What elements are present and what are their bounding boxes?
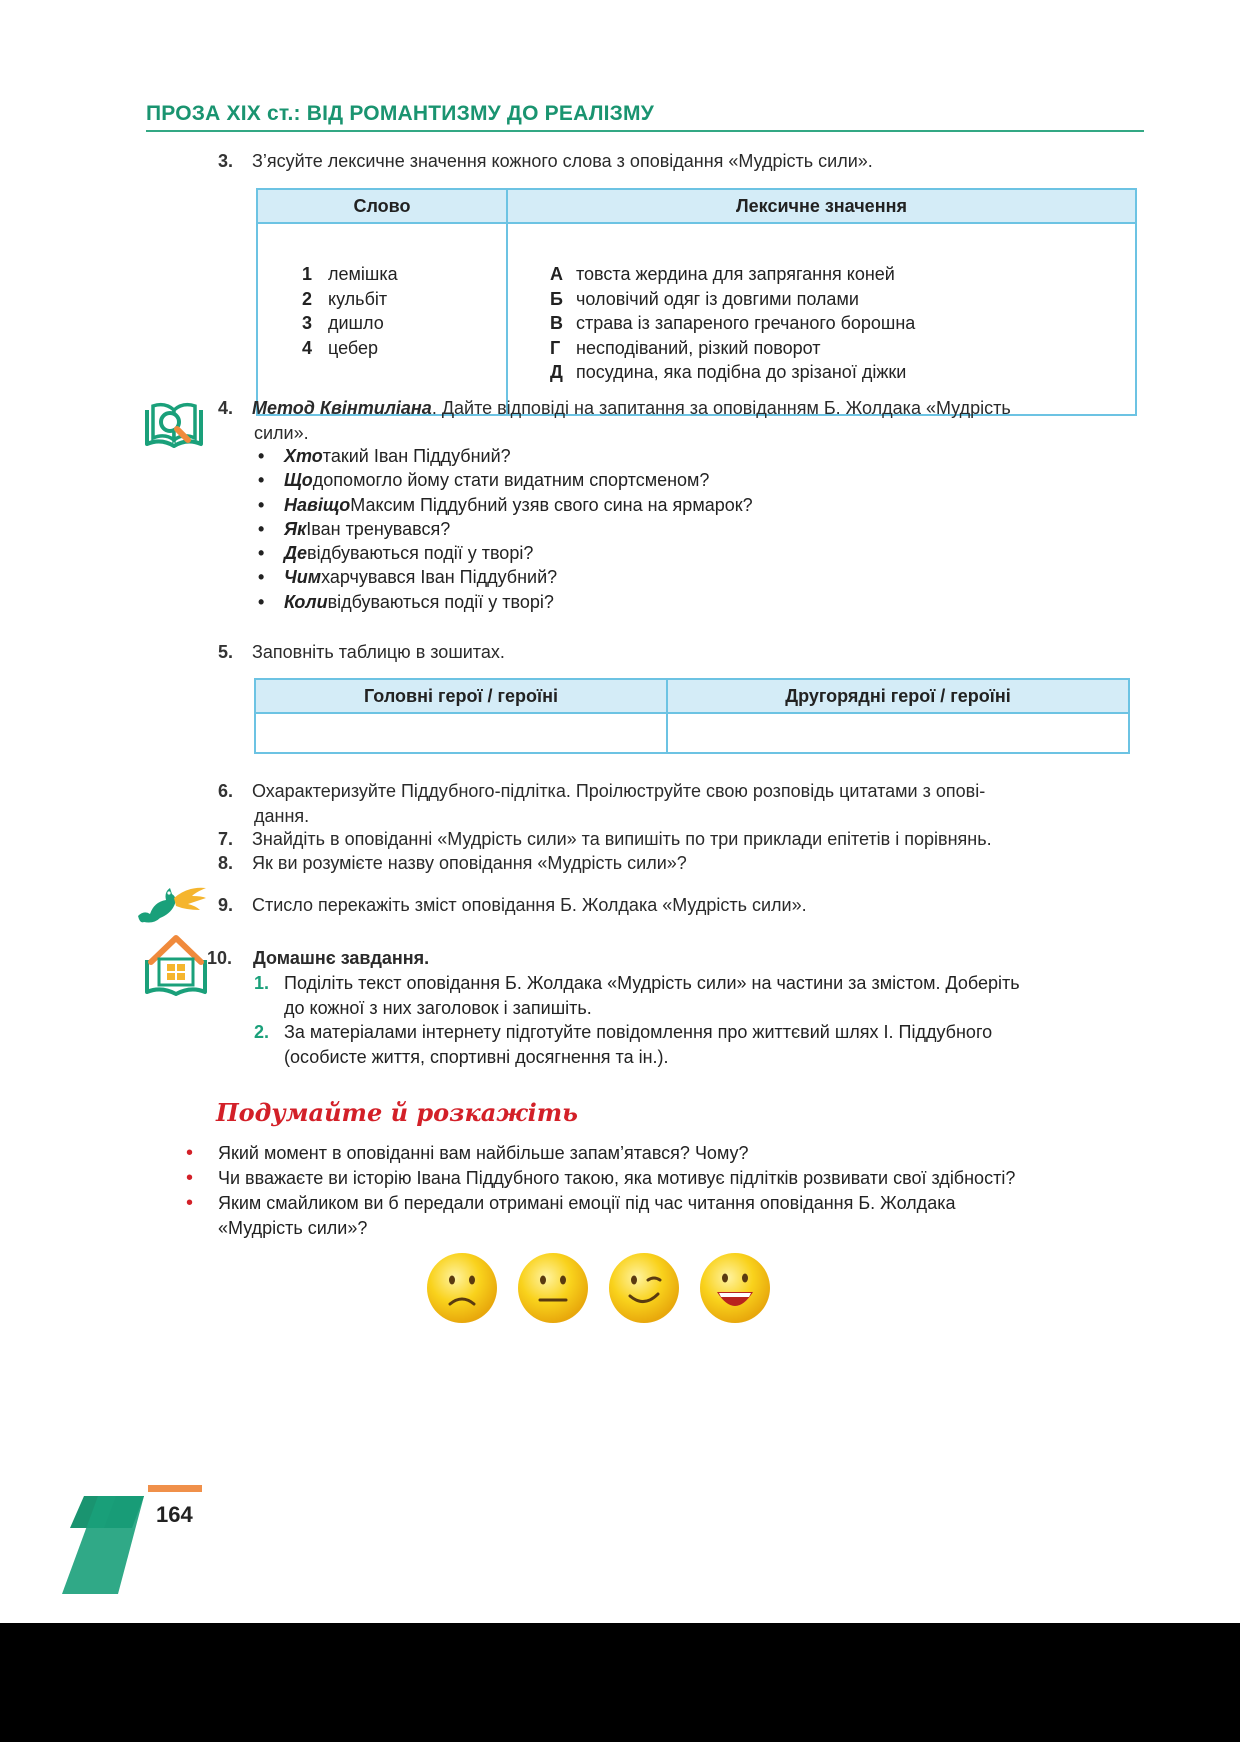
bullet-icon: • bbox=[186, 1192, 194, 1214]
task-number: 4. bbox=[218, 398, 234, 418]
table-header: Лексичне значення bbox=[507, 189, 1136, 223]
task-text-cont: сили». bbox=[254, 423, 309, 443]
bullet-icon: • bbox=[186, 1167, 194, 1189]
task-number: 8. bbox=[218, 853, 234, 873]
task-4 bbox=[218, 396, 1148, 446]
word-row: 2 кульбіт bbox=[302, 288, 388, 309]
task-text: Знайдіть в оповіданні «Мудрість сили» та випишіть по три приклади епітетів і порівнянь. bbox=[252, 829, 992, 849]
list-item: • Навіщо Максим Піддубний узяв свого сина на ярмарок? bbox=[258, 494, 753, 515]
words-cell bbox=[257, 223, 507, 415]
vocabulary-table bbox=[256, 188, 1137, 416]
meanings-cell bbox=[507, 223, 1136, 415]
task-number: 3. bbox=[218, 151, 234, 171]
homework-title: Домашнє завдання. bbox=[253, 948, 430, 968]
page-corner-decoration bbox=[62, 1484, 204, 1594]
table-header: Слово bbox=[257, 189, 507, 223]
task-number: 7. bbox=[218, 829, 234, 849]
task-text: Охарактеризуйте Піддубного-підлітка. Проілюструйте свою розповідь цитатами з опові- bbox=[252, 781, 986, 801]
task-text: Заповніть таблицю в зошитах. bbox=[252, 642, 505, 662]
word-row: 4 цебер bbox=[302, 337, 379, 358]
table-header: Другорядні герої / героїні bbox=[667, 679, 1129, 713]
page-number: 164 bbox=[156, 1502, 193, 1527]
task-10 bbox=[207, 946, 429, 971]
empty-cell bbox=[667, 713, 1129, 753]
task-text: Як ви розумієте назву оповідання «Мудрість сили»? bbox=[252, 853, 687, 873]
home-book-icon bbox=[143, 932, 209, 998]
sad-face-icon bbox=[427, 1253, 497, 1323]
task-number: 6. bbox=[218, 781, 234, 801]
list-item: • Чим харчувався Іван Піддубний? bbox=[258, 567, 558, 588]
section-title: Подумайте й розкажіть bbox=[216, 1098, 578, 1127]
list-item: • Хто такий Іван Піддубний? bbox=[258, 446, 511, 466]
task-6 bbox=[218, 779, 1148, 829]
word-row: 3 дишло bbox=[302, 313, 384, 333]
smiling-face-icon bbox=[700, 1253, 770, 1323]
task-3 bbox=[218, 149, 873, 174]
word-row: 1 лемішка bbox=[302, 264, 398, 284]
list-item: • Де відбуваються події у творі? bbox=[258, 543, 534, 564]
task-text: З’ясуйте лексичне значення кожного слова з оповідання «Мудрість сили». bbox=[252, 151, 873, 171]
bullet-icon: • bbox=[186, 1142, 194, 1164]
homework-item: 2. За матеріалами інтернету підготуйте повідомлення про життєвий шлях І. Піддубного (особисте життя, спортивні досягнення та ін.). bbox=[254, 1022, 993, 1067]
homework-item: 1. Поділіть текст оповідання Б. Жолдака «Мудрість сили» на частини за змістом. Доберіть до кожної з них заголовок і запишіть. bbox=[254, 973, 1020, 1018]
chapter-header: ПРОЗА XIX ст.: ВІД РОМАНТИЗМУ ДО РЕАЛІЗМУ bbox=[146, 102, 654, 125]
discussion-question: • Яким смайликом ви б передали отримані емоції під час читання оповідання Б. Жолдака «Мудрість сили»? bbox=[186, 1192, 956, 1238]
task-8 bbox=[218, 851, 687, 876]
task-number: 9. bbox=[218, 895, 234, 915]
pegasus-icon bbox=[130, 880, 208, 930]
discussion-question: • Чи вважаєте ви історію Івана Піддубного такою, яка мотивує підлітків розвивати свої здібності? bbox=[186, 1167, 1016, 1189]
task-text-cont: дання. bbox=[254, 806, 310, 826]
meaning-row: Г несподіваний, різкий поворот bbox=[550, 337, 821, 358]
task-number: 10. bbox=[207, 948, 233, 968]
task-text: . Дайте відповіді на запитання за оповіданням Б. Жолдака «Мудрість bbox=[431, 398, 1011, 418]
empty-cell bbox=[255, 713, 667, 753]
meaning-row: Д посудина, яка подібна до зрізаної діжки bbox=[550, 362, 907, 382]
method-title: Метод Квінтиліана bbox=[252, 398, 432, 418]
question-list bbox=[258, 444, 753, 614]
meaning-row: Б чоловічий одяг із довгими полами bbox=[550, 288, 859, 309]
heroes-table bbox=[254, 678, 1130, 754]
list-item: • Що допомогло йому стати видатним спортсменом? bbox=[258, 470, 710, 491]
list-item: • Коли відбуваються події у творі? bbox=[258, 591, 554, 612]
task-5 bbox=[218, 640, 505, 665]
task-text: Стисло перекажіть зміст оповідання Б. Жолдака «Мудрість сили». bbox=[252, 895, 807, 915]
task-9 bbox=[218, 893, 807, 918]
meaning-row: А товста жердина для запрягання коней bbox=[550, 264, 895, 284]
neutral-face-icon bbox=[518, 1253, 588, 1323]
table-header: Головні герої / героїні bbox=[255, 679, 667, 713]
task-7 bbox=[218, 827, 992, 852]
meaning-row: В страва із запареного гречаного борошна bbox=[550, 313, 916, 333]
discussion-question: • Який момент в оповіданні вам найбільше запам’ятався? Чому? bbox=[186, 1142, 749, 1164]
task-number: 5. bbox=[218, 642, 234, 662]
smiley-row bbox=[424, 1250, 774, 1326]
header-divider bbox=[146, 130, 1144, 132]
list-item: • Як Іван тренувався? bbox=[258, 518, 451, 539]
winking-face-icon bbox=[609, 1253, 679, 1323]
book-magnifier-icon bbox=[143, 400, 205, 452]
